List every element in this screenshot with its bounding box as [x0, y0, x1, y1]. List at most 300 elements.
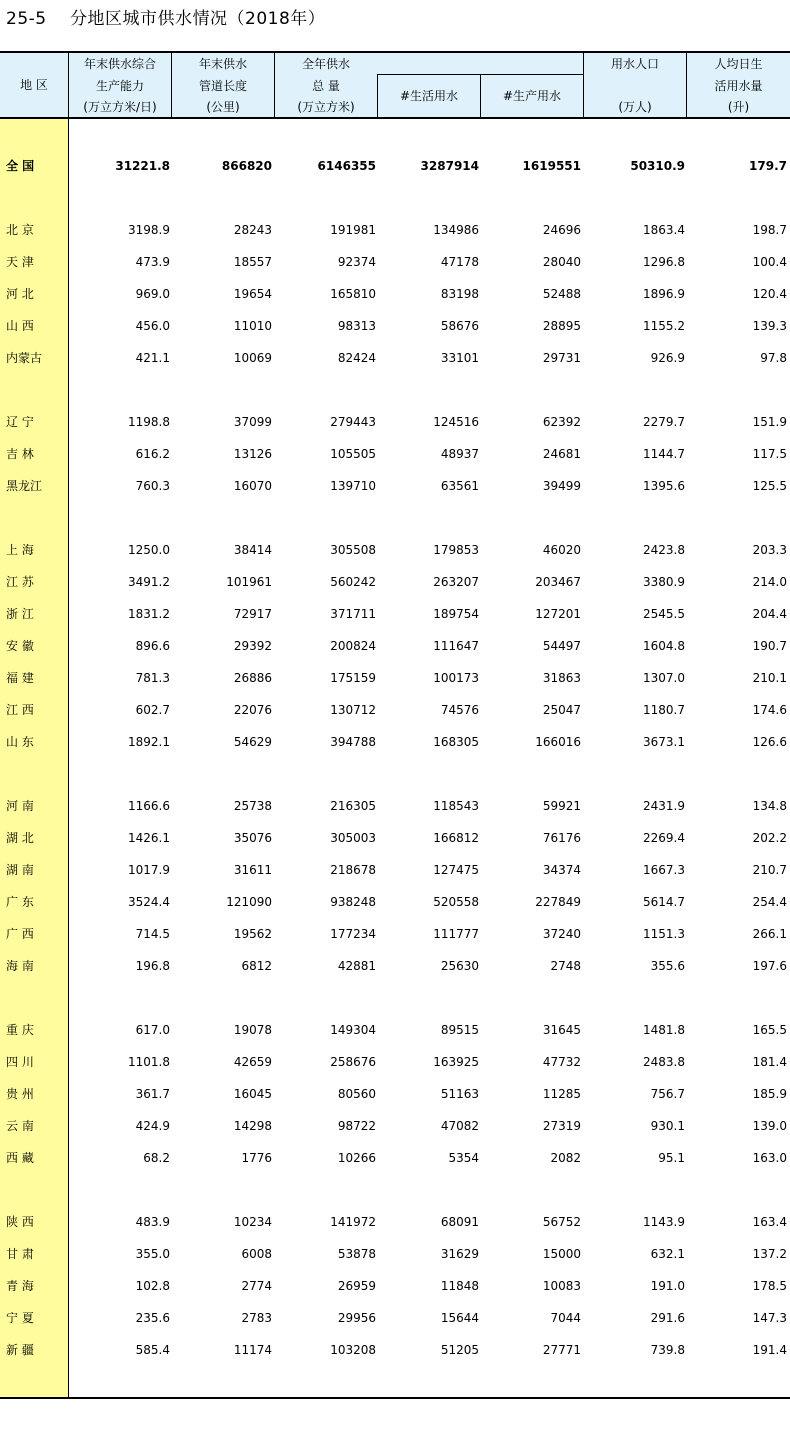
region-name: 新 疆	[6, 1343, 34, 1357]
cell-total-supply: 165810	[330, 287, 376, 301]
cell-capacity: 421.1	[135, 351, 170, 365]
cell-production: 31645	[542, 1023, 581, 1037]
cell-domestic: 11848	[440, 1279, 479, 1293]
cell-production: 10083	[542, 1279, 581, 1293]
cell-total-supply: 80560	[337, 1087, 376, 1101]
region-name: 贵 州	[6, 1087, 34, 1101]
cell-pipeline: 16070	[233, 479, 272, 493]
region-name: 江 西	[6, 703, 34, 717]
cell-capacity: 616.2	[135, 447, 170, 461]
table-row	[0, 955, 790, 977]
cell-pipeline: 26886	[233, 671, 272, 685]
table-row	[0, 347, 790, 369]
cell-population: 1155.2	[643, 319, 685, 333]
cell-total-supply: 305508	[330, 543, 376, 557]
region-name: 浙 江	[6, 607, 34, 621]
cell-capacity: 1101.8	[128, 1055, 170, 1069]
region-name: 全 国	[6, 159, 35, 173]
cell-capacity: 31221.8	[115, 159, 170, 173]
cell-per-capita: 126.6	[752, 735, 787, 749]
cell-pipeline: 35076	[233, 831, 272, 845]
table-row	[0, 923, 790, 945]
cell-pipeline: 16045	[233, 1087, 272, 1101]
header-population-unit: (万人)	[618, 100, 652, 114]
cell-pipeline: 11174	[233, 1343, 272, 1357]
region-name: 宁 夏	[6, 1311, 34, 1325]
cell-production: 27319	[542, 1119, 581, 1133]
cell-population: 1604.8	[643, 639, 685, 653]
cell-capacity: 896.6	[135, 639, 170, 653]
cell-domestic: 74576	[440, 703, 479, 717]
cell-domestic: 25630	[440, 959, 479, 973]
cell-per-capita: 147.3	[752, 1311, 787, 1325]
cell-pipeline: 29392	[233, 639, 272, 653]
table-row	[0, 539, 790, 561]
cell-population: 1144.7	[643, 447, 685, 461]
header-per-capita-line2: 活用水量	[714, 79, 763, 93]
cell-total-supply: 141972	[330, 1215, 376, 1229]
table-bottom-rule	[0, 1397, 790, 1399]
cell-capacity: 102.8	[135, 1279, 170, 1293]
cell-domestic: 31629	[440, 1247, 479, 1261]
cell-per-capita: 266.1	[752, 927, 787, 941]
cell-capacity: 585.4	[135, 1343, 170, 1357]
region-name: 山 西	[6, 319, 34, 333]
region-name: 天 津	[6, 255, 34, 269]
table-row	[0, 315, 790, 337]
cell-domestic: 89515	[440, 1023, 479, 1037]
cell-domestic: 15644	[440, 1311, 479, 1325]
table-row	[0, 571, 790, 593]
region-name: 上 海	[6, 543, 34, 557]
cell-per-capita: 191.4	[752, 1343, 787, 1357]
cell-total-supply: 394788	[330, 735, 376, 749]
cell-capacity: 969.0	[135, 287, 170, 301]
cell-per-capita: 179.7	[749, 159, 787, 173]
cell-domestic: 111777	[433, 927, 479, 941]
cell-domestic: 100173	[433, 671, 479, 685]
cell-per-capita: 185.9	[752, 1087, 787, 1101]
cell-production: 15000	[542, 1247, 581, 1261]
cell-total-supply: 258676	[330, 1055, 376, 1069]
cell-population: 1667.3	[643, 863, 685, 877]
cell-pipeline: 10069	[233, 351, 272, 365]
cell-domestic: 48937	[440, 447, 479, 461]
header-capacity-line2: 生产能力	[95, 79, 144, 93]
table-row	[0, 1211, 790, 1233]
header-pipeline-line1: 年末供水	[198, 57, 247, 71]
cell-total-supply: 26959	[337, 1279, 376, 1293]
cell-capacity: 483.9	[135, 1215, 170, 1229]
cell-population: 2483.8	[643, 1055, 685, 1069]
cell-capacity: 1198.8	[128, 415, 170, 429]
cell-population: 2545.5	[643, 607, 685, 621]
cell-population: 2269.4	[643, 831, 685, 845]
cell-pipeline: 37099	[233, 415, 272, 429]
cell-domestic: 118543	[433, 799, 479, 813]
cell-domestic: 127475	[433, 863, 479, 877]
cell-capacity: 424.9	[135, 1119, 170, 1133]
cell-per-capita: 181.4	[752, 1055, 787, 1069]
cell-pipeline: 19562	[233, 927, 272, 941]
cell-production: 56752	[542, 1215, 581, 1229]
cell-total-supply: 191981	[330, 223, 376, 237]
cell-domestic: 3287914	[420, 159, 479, 173]
cell-total-supply: 938248	[330, 895, 376, 909]
cell-per-capita: 202.2	[752, 831, 787, 845]
cell-domestic: 189754	[433, 607, 479, 621]
region-name: 云 南	[6, 1119, 34, 1133]
cell-production: 37240	[542, 927, 581, 941]
cell-population: 1143.9	[643, 1215, 685, 1229]
cell-per-capita: 197.6	[752, 959, 787, 973]
table-row	[0, 251, 790, 273]
cell-pipeline: 1776	[241, 1151, 272, 1165]
cell-pipeline: 22076	[233, 703, 272, 717]
region-name: 重 庆	[6, 1023, 34, 1037]
region-name: 山 东	[6, 735, 34, 749]
region-name: 四 川	[6, 1055, 34, 1069]
cell-production: 29731	[542, 351, 581, 365]
cell-production: 25047	[542, 703, 581, 717]
cell-capacity: 196.8	[135, 959, 170, 973]
cell-pipeline: 866820	[221, 159, 272, 173]
cell-pipeline: 38414	[233, 543, 272, 557]
region-name: 河 北	[6, 287, 34, 301]
header-pipeline-unit: (公里)	[206, 100, 240, 114]
region-name: 甘 肃	[6, 1247, 34, 1261]
cell-total-supply: 53878	[337, 1247, 376, 1261]
cell-population: 926.9	[650, 351, 685, 365]
cell-capacity: 456.0	[135, 319, 170, 333]
cell-per-capita: 125.5	[752, 479, 787, 493]
header-production-water: #生产用水	[502, 89, 562, 103]
cell-pipeline: 28243	[233, 223, 272, 237]
cell-capacity: 760.3	[135, 479, 170, 493]
cell-total-supply: 177234	[330, 927, 376, 941]
table-row	[0, 859, 790, 881]
cell-production: 34374	[542, 863, 581, 877]
cell-total-supply: 218678	[330, 863, 376, 877]
cell-total-supply: 98722	[337, 1119, 376, 1133]
cell-domestic: 47178	[440, 255, 479, 269]
region-name: 辽 宁	[6, 415, 34, 429]
table-row	[0, 1307, 790, 1329]
cell-pipeline: 72917	[233, 607, 272, 621]
cell-population: 291.6	[650, 1311, 685, 1325]
cell-population: 3673.1	[643, 735, 685, 749]
header-total-line2: 总 量	[312, 79, 340, 93]
table-row	[0, 603, 790, 625]
cell-population: 632.1	[650, 1247, 685, 1261]
cell-per-capita: 139.3	[752, 319, 787, 333]
region-name: 陕 西	[6, 1215, 34, 1229]
cell-population: 50310.9	[630, 159, 685, 173]
table-row	[0, 699, 790, 721]
header-capacity-unit: (万立方米/日)	[83, 100, 157, 114]
cell-population: 1395.6	[643, 479, 685, 493]
header-total-unit: (万立方米)	[297, 100, 355, 114]
cell-pipeline: 10234	[233, 1215, 272, 1229]
cell-total-supply: 216305	[330, 799, 376, 813]
cell-total-supply: 42881	[337, 959, 376, 973]
cell-total-supply: 139710	[330, 479, 376, 493]
cell-population: 756.7	[650, 1087, 685, 1101]
cell-capacity: 361.7	[135, 1087, 170, 1101]
header-region: 地 区	[20, 78, 48, 92]
cell-population: 1863.4	[643, 223, 685, 237]
cell-per-capita: 204.4	[752, 607, 787, 621]
cell-population: 3380.9	[643, 575, 685, 589]
cell-population: 95.1	[658, 1151, 685, 1165]
cell-total-supply: 29956	[337, 1311, 376, 1325]
cell-production: 11285	[542, 1087, 581, 1101]
cell-pipeline: 6008	[241, 1247, 272, 1261]
cell-per-capita: 178.5	[752, 1279, 787, 1293]
cell-pipeline: 6812	[241, 959, 272, 973]
cell-population: 1896.9	[643, 287, 685, 301]
cell-pipeline: 25738	[233, 799, 272, 813]
cell-capacity: 781.3	[135, 671, 170, 685]
cell-population: 191.0	[650, 1279, 685, 1293]
cell-population: 1307.0	[643, 671, 685, 685]
cell-capacity: 1166.6	[128, 799, 170, 813]
cell-production: 76176	[542, 831, 581, 845]
cell-domestic: 51163	[440, 1087, 479, 1101]
cell-domestic: 520558	[433, 895, 479, 909]
cell-domestic: 51205	[440, 1343, 479, 1357]
cell-per-capita: 139.0	[752, 1119, 787, 1133]
cell-per-capita: 163.0	[752, 1151, 787, 1165]
cell-capacity: 473.9	[135, 255, 170, 269]
header-domestic-water: #生活用水	[399, 89, 459, 103]
cell-pipeline: 101961	[226, 575, 272, 589]
cell-population: 739.8	[650, 1343, 685, 1357]
region-name: 河 南	[6, 799, 34, 813]
cell-capacity: 617.0	[135, 1023, 170, 1037]
cell-production: 28040	[542, 255, 581, 269]
cell-domestic: 166812	[433, 831, 479, 845]
cell-population: 2423.8	[643, 543, 685, 557]
cell-total-supply: 82424	[337, 351, 376, 365]
cell-total-supply: 149304	[330, 1023, 376, 1037]
cell-total-supply: 98313	[337, 319, 376, 333]
cell-production: 227849	[535, 895, 581, 909]
cell-per-capita: 151.9	[752, 415, 787, 429]
cell-production: 54497	[542, 639, 581, 653]
cell-production: 46020	[542, 543, 581, 557]
cell-production: 127201	[535, 607, 581, 621]
table-row	[0, 635, 790, 657]
cell-domestic: 179853	[433, 543, 479, 557]
cell-capacity: 602.7	[135, 703, 170, 717]
table-row	[0, 411, 790, 433]
cell-production: 62392	[542, 415, 581, 429]
region-name: 广 西	[6, 927, 34, 941]
table-row	[0, 1051, 790, 1073]
national-total-row	[0, 155, 790, 177]
cell-capacity: 1250.0	[128, 543, 170, 557]
cell-pipeline: 121090	[226, 895, 272, 909]
cell-domestic: 163925	[433, 1055, 479, 1069]
cell-capacity: 1426.1	[128, 831, 170, 845]
cell-total-supply: 105505	[330, 447, 376, 461]
cell-domestic: 5354	[448, 1151, 479, 1165]
cell-per-capita: 214.0	[752, 575, 787, 589]
cell-domestic: 134986	[433, 223, 479, 237]
cell-production: 7044	[550, 1311, 581, 1325]
cell-production: 166016	[535, 735, 581, 749]
cell-total-supply: 305003	[330, 831, 376, 845]
cell-production: 28895	[542, 319, 581, 333]
cell-total-supply: 560242	[330, 575, 376, 589]
table-row	[0, 1083, 790, 1105]
cell-domestic: 68091	[440, 1215, 479, 1229]
cell-domestic: 83198	[440, 287, 479, 301]
cell-pipeline: 18557	[233, 255, 272, 269]
table-row	[0, 827, 790, 849]
table-row	[0, 667, 790, 689]
cell-total-supply: 130712	[330, 703, 376, 717]
cell-total-supply: 371711	[330, 607, 376, 621]
region-name: 内蒙古	[6, 351, 43, 365]
table-row	[0, 795, 790, 817]
cell-population: 355.6	[650, 959, 685, 973]
cell-domestic: 124516	[433, 415, 479, 429]
cell-total-supply: 200824	[330, 639, 376, 653]
cell-per-capita: 210.7	[752, 863, 787, 877]
cell-production: 39499	[542, 479, 581, 493]
cell-capacity: 68.2	[143, 1151, 170, 1165]
cell-per-capita: 137.2	[752, 1247, 787, 1261]
table-number: 25-5	[6, 9, 47, 29]
cell-per-capita: 97.8	[760, 351, 787, 365]
table-row	[0, 1339, 790, 1361]
cell-production: 2082	[550, 1151, 581, 1165]
cell-pipeline: 2783	[241, 1311, 272, 1325]
cell-pipeline: 42659	[233, 1055, 272, 1069]
cell-per-capita: 165.5	[752, 1023, 787, 1037]
cell-pipeline: 13126	[233, 447, 272, 461]
header-per-capita-line1: 人均日生	[714, 57, 763, 71]
region-name: 吉 林	[6, 447, 34, 461]
cell-capacity: 1017.9	[128, 863, 170, 877]
cell-per-capita: 198.7	[752, 223, 787, 237]
table-row	[0, 443, 790, 465]
cell-production: 1619551	[522, 159, 581, 173]
cell-pipeline: 2774	[241, 1279, 272, 1293]
header-pipeline-line2: 管道长度	[198, 79, 247, 93]
cell-production: 24681	[542, 447, 581, 461]
table-row	[0, 731, 790, 753]
cell-pipeline: 19078	[233, 1023, 272, 1037]
cell-total-supply: 103208	[330, 1343, 376, 1357]
table-row	[0, 283, 790, 305]
cell-capacity: 3198.9	[128, 223, 170, 237]
table-row	[0, 219, 790, 241]
cell-population: 2431.9	[643, 799, 685, 813]
header-per-capita-unit: (升)	[727, 100, 750, 114]
region-name: 北 京	[6, 223, 34, 237]
cell-population: 1296.8	[643, 255, 685, 269]
cell-total-supply: 92374	[337, 255, 376, 269]
cell-total-supply: 279443	[330, 415, 376, 429]
cell-capacity: 1831.2	[128, 607, 170, 621]
cell-per-capita: 190.7	[752, 639, 787, 653]
region-name: 江 苏	[6, 575, 34, 589]
cell-population: 1180.7	[643, 703, 685, 717]
cell-domestic: 263207	[433, 575, 479, 589]
table-row	[0, 1243, 790, 1265]
cell-capacity: 714.5	[135, 927, 170, 941]
region-name: 湖 南	[6, 863, 34, 877]
cell-production: 31863	[542, 671, 581, 685]
region-name: 福 建	[6, 671, 34, 685]
cell-pipeline: 11010	[233, 319, 272, 333]
cell-per-capita: 203.3	[752, 543, 787, 557]
cell-population: 1481.8	[643, 1023, 685, 1037]
header-subdivider	[377, 74, 583, 75]
region-name: 湖 北	[6, 831, 34, 845]
cell-production: 27771	[542, 1343, 581, 1357]
cell-population: 2279.7	[643, 415, 685, 429]
header-population-line1: 用水人口	[610, 57, 659, 71]
cell-population: 1151.3	[643, 927, 685, 941]
table-row	[0, 1147, 790, 1169]
cell-domestic: 111647	[433, 639, 479, 653]
region-column-background	[0, 119, 68, 1397]
region-name: 海 南	[6, 959, 34, 973]
cell-population: 5614.7	[643, 895, 685, 909]
cell-per-capita: 254.4	[752, 895, 787, 909]
cell-per-capita: 120.4	[752, 287, 787, 301]
table-row	[0, 891, 790, 913]
cell-per-capita: 163.4	[752, 1215, 787, 1229]
cell-production: 2748	[550, 959, 581, 973]
cell-capacity: 3491.2	[128, 575, 170, 589]
cell-production: 52488	[542, 287, 581, 301]
table-row	[0, 1019, 790, 1041]
cell-pipeline: 54629	[233, 735, 272, 749]
cell-production: 24696	[542, 223, 581, 237]
cell-pipeline: 14298	[233, 1119, 272, 1133]
cell-capacity: 3524.4	[128, 895, 170, 909]
cell-domestic: 47082	[440, 1119, 479, 1133]
header-total-line1: 全年供水	[301, 57, 350, 71]
cell-total-supply: 175159	[330, 671, 376, 685]
cell-per-capita: 134.8	[752, 799, 787, 813]
cell-per-capita: 117.5	[752, 447, 787, 461]
cell-domestic: 168305	[433, 735, 479, 749]
region-name: 广 东	[6, 895, 34, 909]
cell-domestic: 58676	[440, 319, 479, 333]
cell-capacity: 1892.1	[128, 735, 170, 749]
cell-production: 203467	[535, 575, 581, 589]
cell-capacity: 235.6	[135, 1311, 170, 1325]
table-row	[0, 1275, 790, 1297]
table-title-text: 分地区城市供水情况（2018年）	[70, 9, 326, 29]
table-title	[6, 6, 325, 32]
cell-total-supply: 6146355	[317, 159, 376, 173]
cell-production: 59921	[542, 799, 581, 813]
cell-pipeline: 31611	[233, 863, 272, 877]
cell-capacity: 355.0	[135, 1247, 170, 1261]
region-name: 安 徽	[6, 639, 34, 653]
cell-total-supply: 10266	[337, 1151, 376, 1165]
cell-pipeline: 19654	[233, 287, 272, 301]
cell-per-capita: 210.1	[752, 671, 787, 685]
cell-domestic: 33101	[440, 351, 479, 365]
